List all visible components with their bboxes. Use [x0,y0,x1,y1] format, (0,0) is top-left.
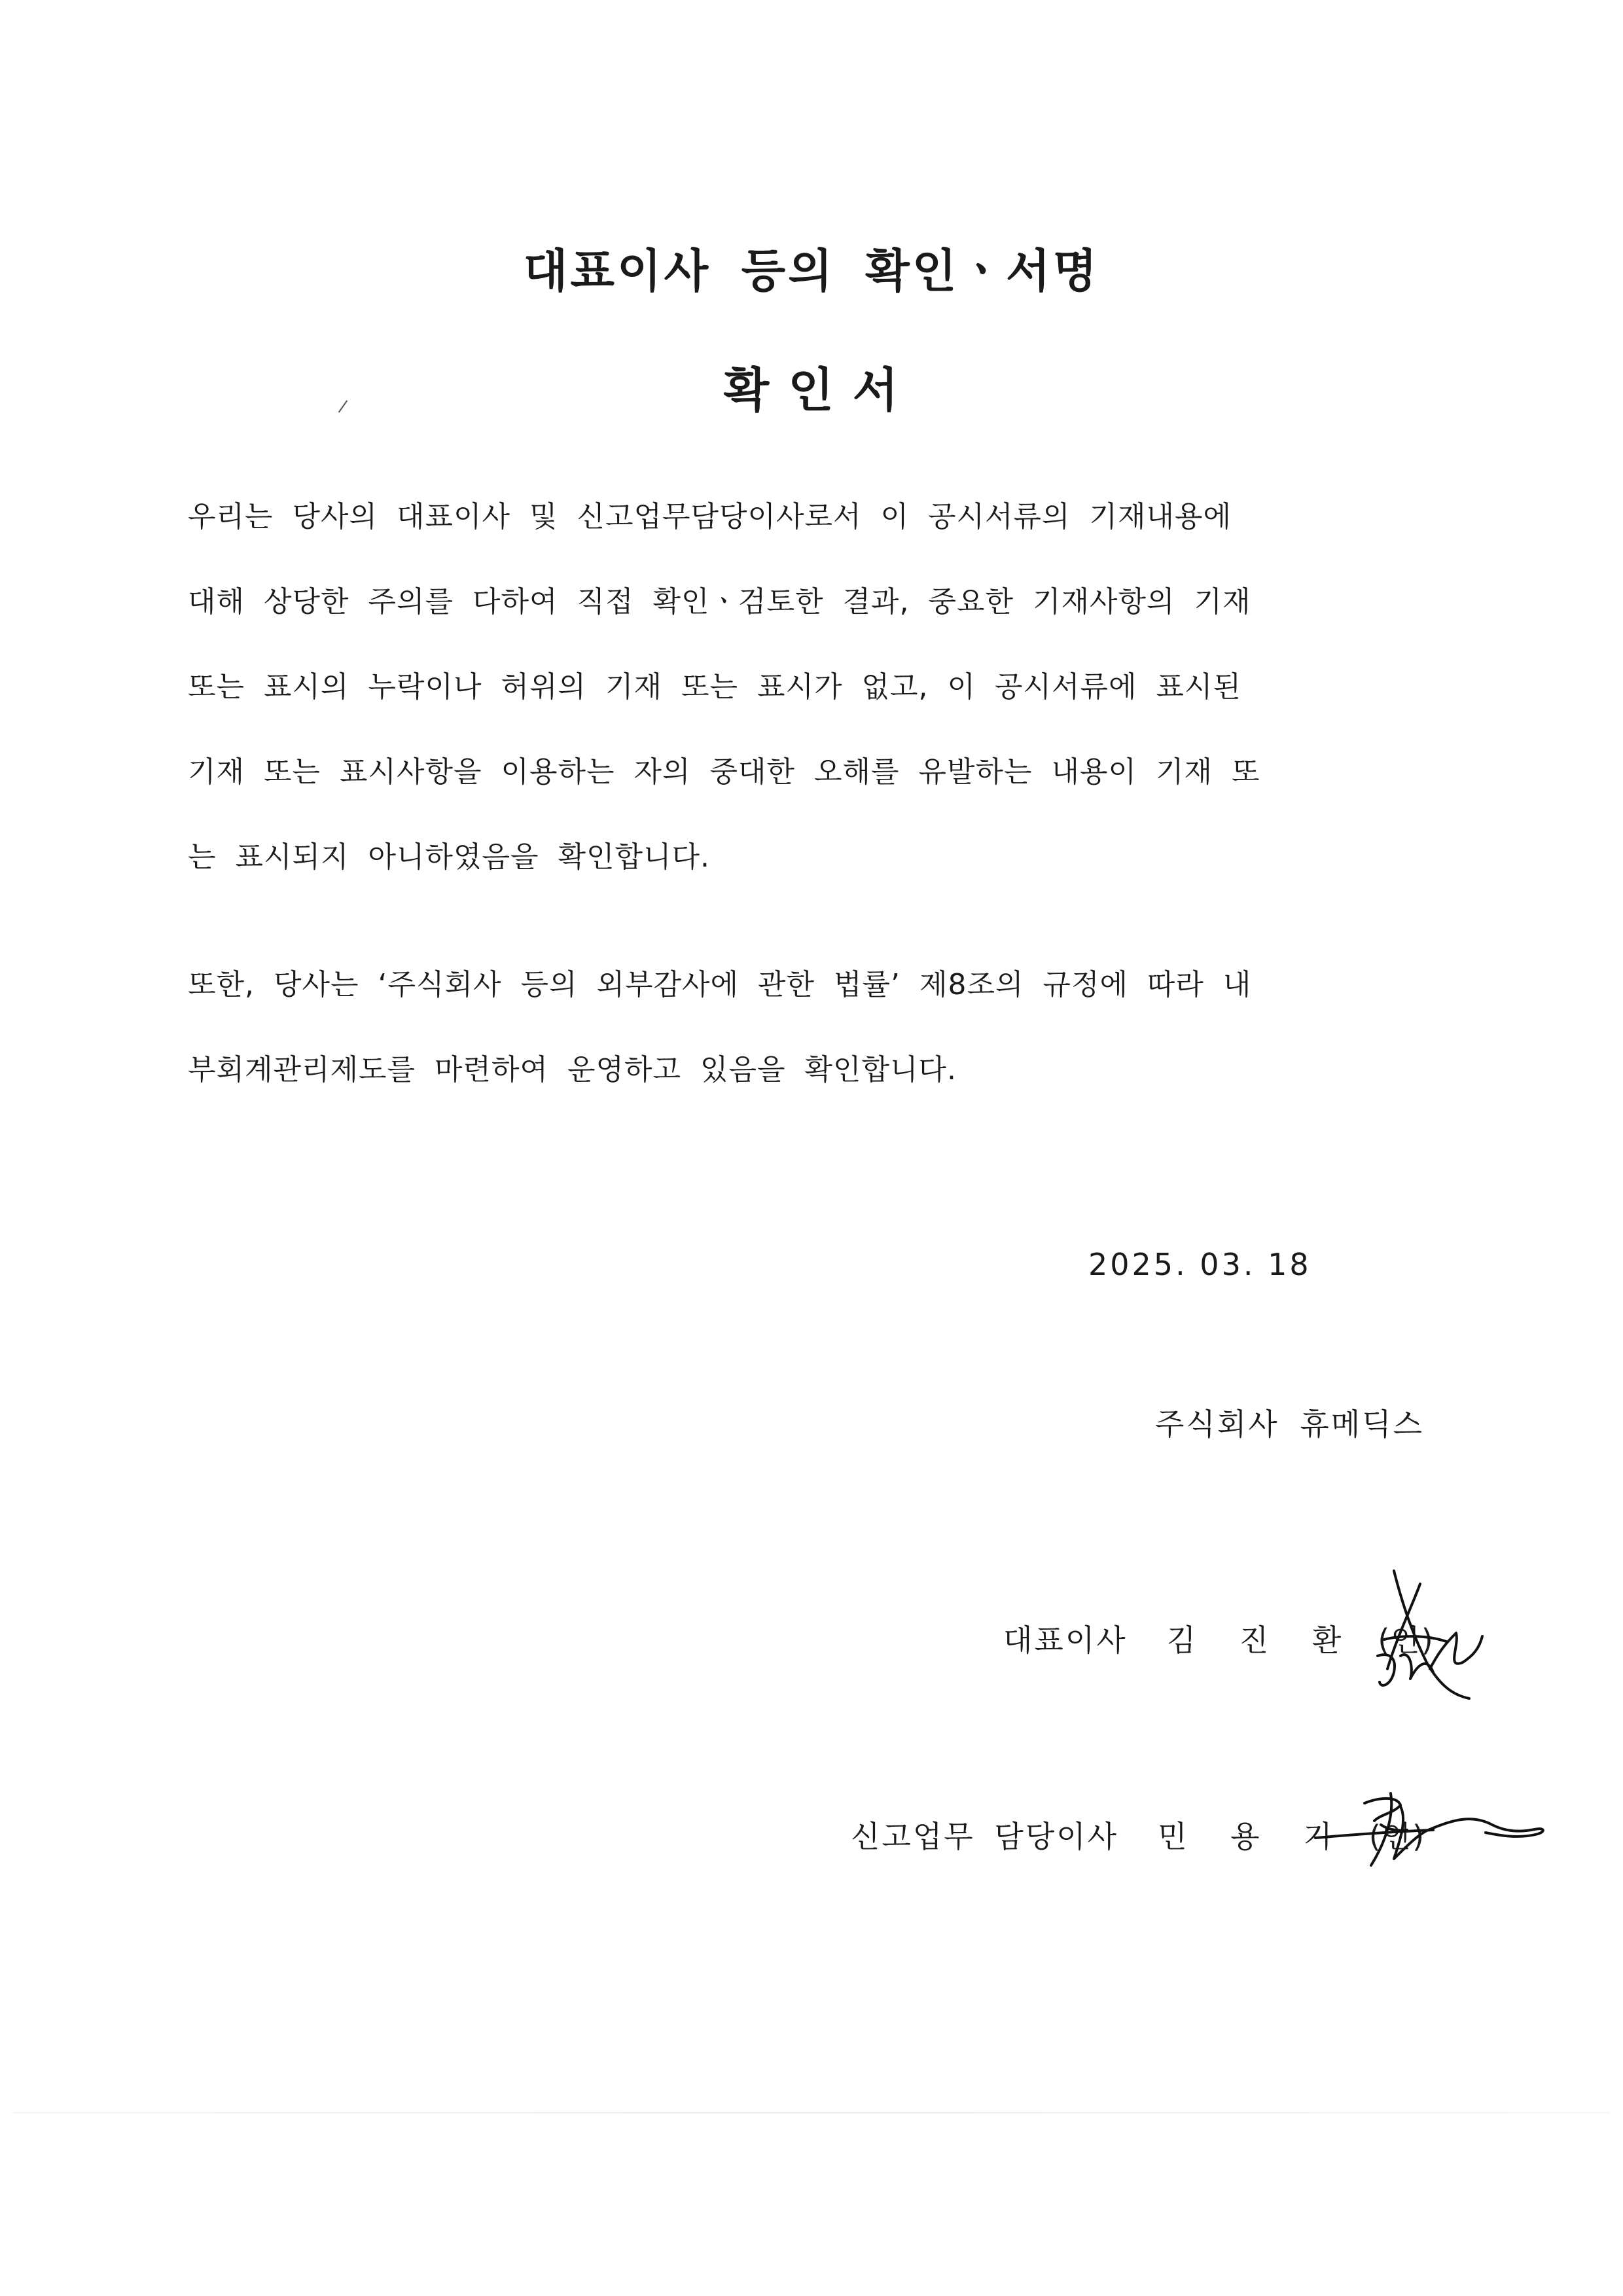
company-name: 주식회사 휴메딕스 [1155,1407,1425,1442]
confirmation-paragraph [188,475,1431,900]
signatory-role: 신고업무 담당이사 [851,1819,1119,1854]
signatory-name: 김 진 환 [1166,1623,1359,1658]
paragraph-line: 또한, 당사는 ‘주식회사 등의 외부감사에 관한 법률’ 제8조의 규정에 따라 내 [188,968,1252,1001]
scan-edge-line [13,2112,1610,2113]
internal-control-paragraph [188,942,1431,1113]
paragraph-line: 우리는 당사의 대표이사 및 신고업무담당이사로서 이 공시서류의 기재내용에 [188,500,1232,533]
paragraph-line: 는 표시되지 아니하였음을 확인합니다. [188,840,711,874]
document-date: 2025. 03. 18 [1088,1247,1311,1282]
cfo-signature-row [851,1813,1425,1856]
signatory-name: 민 용 기 [1158,1819,1349,1854]
paragraph-line: 기재 또는 표시사항을 이용하는 자의 중대한 오해를 유발하는 내용이 기재 또 [188,755,1260,789]
paragraph-line: 또는 표시의 누락이나 허위의 기재 또는 표시가 없고, 이 공시서류에 표시된 [188,670,1241,704]
signatory-role: 대표이사 [1003,1623,1128,1658]
seal-mark: (인) [1378,1623,1435,1658]
paragraph-line: 대해 상당한 주의를 다하여 직접 확인ㆍ검토한 결과, 중요한 기재사항의 기재 [188,585,1251,619]
seal-mark: (인) [1368,1819,1426,1854]
document-subtitle: 확 인 서 [723,363,900,418]
ceo-signature-row [1003,1617,1435,1660]
paragraph-line: 부회계관리제도를 마련하여 운영하고 있음을 확인합니다. [188,1053,957,1086]
document-title: 대표이사 등의 확인ㆍ서명 [523,244,1100,298]
